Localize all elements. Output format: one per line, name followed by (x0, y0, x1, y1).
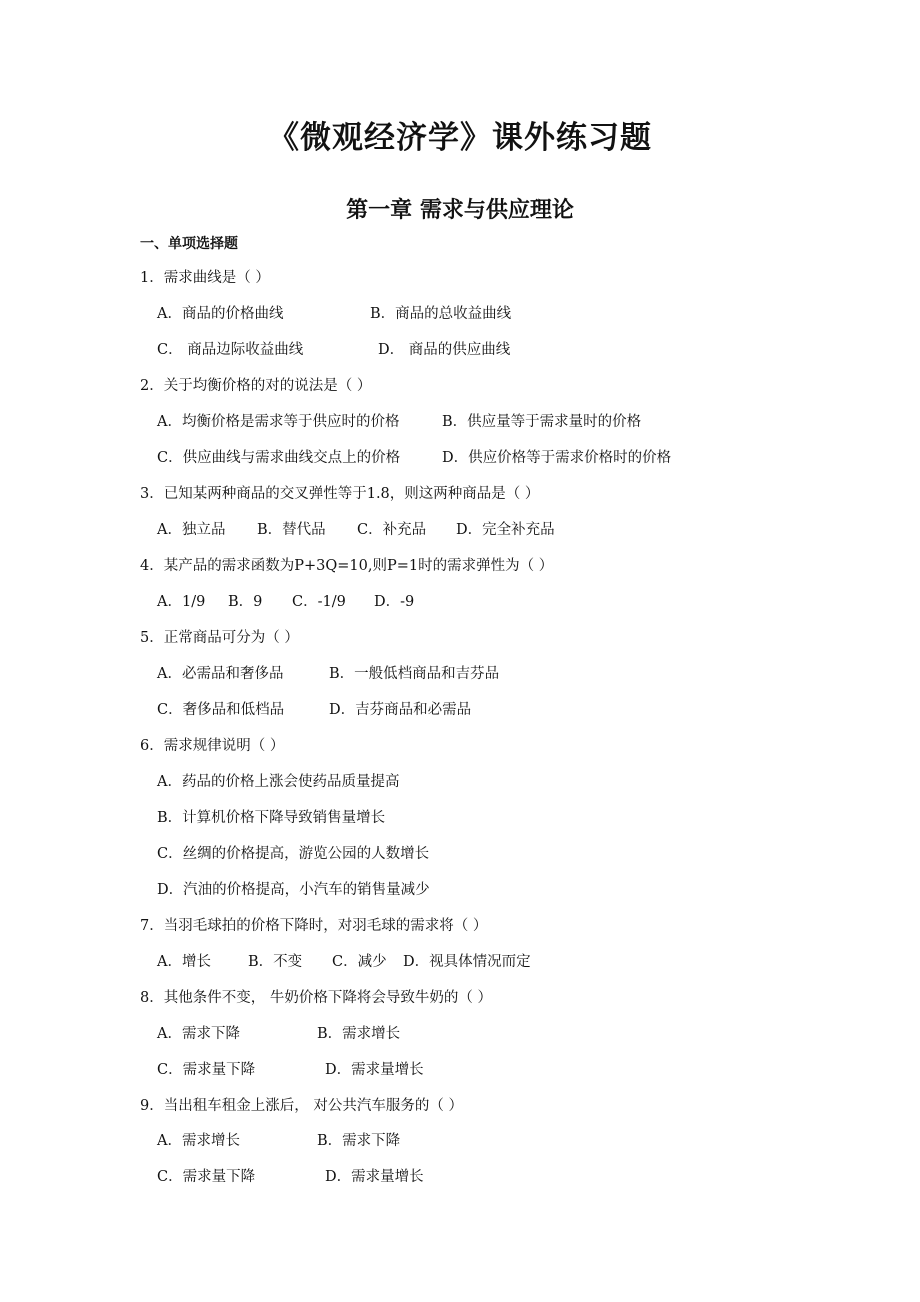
option: B．一般低档商品和吉芬品 (329, 666, 500, 682)
question-stem: 9．当出租车租金上涨后， 对公共汽车服务的（ ） (140, 1098, 463, 1114)
option: D．完全补充品 (456, 522, 555, 538)
option: D．吉芬商品和必需品 (329, 702, 472, 718)
option-row (157, 340, 510, 360)
option: A．独立品 (157, 522, 226, 538)
option-row (157, 1167, 424, 1187)
option: B．供应量等于需求量时的价格 (442, 414, 642, 430)
option-row (157, 448, 671, 468)
option: C．需求量下降 (157, 1169, 256, 1185)
option: B．计算机价格下降导致销售量增长 (157, 810, 386, 826)
option: C．供应曲线与需求曲线交点上的价格 (157, 450, 401, 466)
option: A．1/9 (157, 594, 206, 610)
question-stem: 7．当羽毛球拍的价格下降时，对羽毛球的需求将（ ） (140, 918, 488, 934)
option: D．需求量增长 (325, 1169, 424, 1185)
option: C．需求量下降 (157, 1062, 256, 1078)
option: B．9 (228, 594, 263, 610)
question-stem: 4．某产品的需求函数为P+3Q=10,则P=1时的需求弹性为（ ） (140, 558, 554, 574)
option: A．需求下降 (157, 1026, 240, 1042)
option: A．商品的价格曲线 (157, 306, 284, 322)
option-row (157, 1024, 400, 1044)
option: D．供应价格等于需求价格时的价格 (442, 450, 672, 466)
question-stem: 8．其他条件不变， 牛奶价格下降将会导致牛奶的（ ） (140, 990, 492, 1006)
option: C．-1/9 (292, 594, 346, 610)
option-row (157, 592, 414, 612)
question-stem: 6．需求规律说明（ ） (140, 738, 285, 754)
option: B．不变 (248, 954, 303, 970)
question-stem: 2．关于均衡价格的对的说法是（ ） (140, 378, 372, 394)
option: C．奢侈品和低档品 (157, 702, 285, 718)
option-row (157, 412, 641, 432)
question-stem: 1．需求曲线是（ ） (140, 270, 270, 286)
option: A．药品的价格上涨会使药品质量提高 (157, 774, 400, 790)
option-row (157, 1060, 424, 1080)
option: C．减少 (332, 954, 387, 970)
option: B．需求增长 (317, 1026, 401, 1042)
question-stem: 3．已知某两种商品的交叉弹性等于1.8，则这两种商品是（ ） (140, 486, 540, 502)
option: A．均衡价格是需求等于供应时的价格 (157, 414, 400, 430)
option: A．需求增长 (157, 1133, 240, 1149)
question-stem: 5．正常商品可分为（ ） (140, 630, 299, 646)
option: B．商品的总收益曲线 (370, 306, 512, 322)
option: D． 商品的供应曲线 (378, 342, 511, 358)
option: D．-9 (374, 594, 415, 610)
option: C．补充品 (357, 522, 427, 538)
option: C．丝绸的价格提高，游览公园的人数增长 (157, 846, 430, 862)
option: D．需求量增长 (325, 1062, 424, 1078)
option-row (157, 664, 499, 684)
option: A．增长 (157, 954, 211, 970)
section-heading: 一、单项选择题 (140, 236, 238, 252)
option: D．视具体情况而定 (403, 954, 531, 970)
option-row (157, 1131, 400, 1151)
option: B．替代品 (257, 522, 326, 538)
option-row (157, 520, 555, 540)
option: B．需求下降 (317, 1133, 401, 1149)
option-row (157, 304, 511, 324)
option: A．必需品和奢侈品 (157, 666, 284, 682)
option-row (157, 700, 471, 720)
option: C． 商品边际收益曲线 (157, 342, 304, 358)
option: D．汽油的价格提高，小汽车的销售量减少 (157, 882, 430, 898)
option-row (157, 952, 531, 972)
chapter-heading: 第一章 需求与供应理论 (346, 198, 574, 223)
page-title: 《微观经济学》课外练习题 (268, 120, 652, 156)
